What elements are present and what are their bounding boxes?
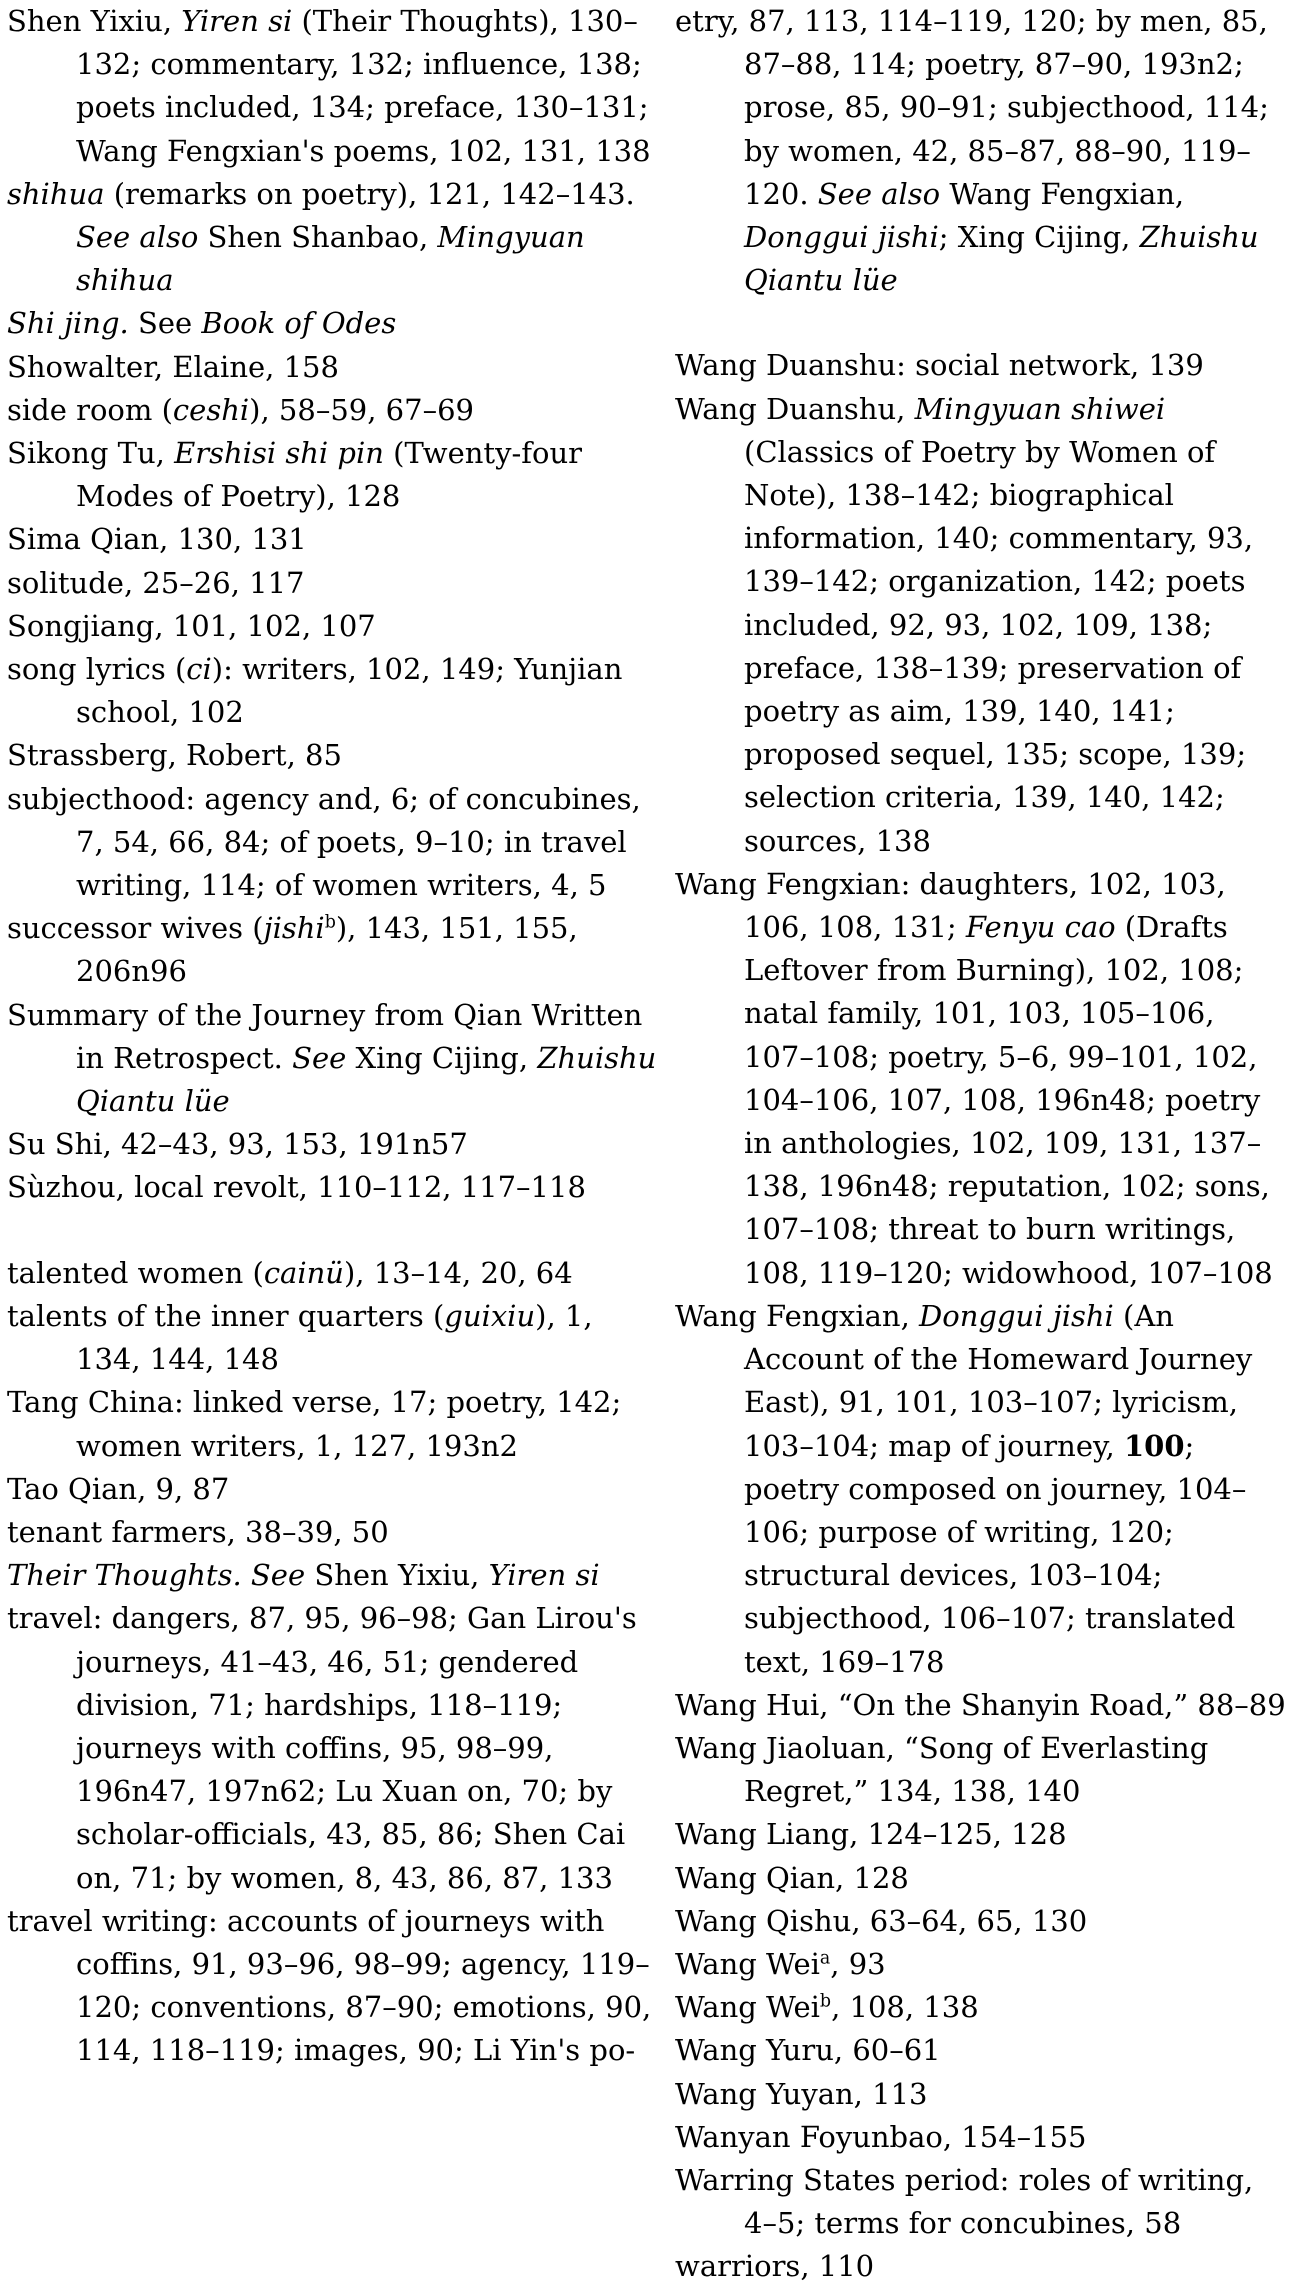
index-entry: Warring States period: roles of writing, 4–5; terms for concubines, 58 [675, 2162, 1254, 2241]
index-entry: subjecthood: agency and, 6; of concubines, 7, 54, 66, 84; of poets, 9–10; in travel writing, 114; of women writers, 4, 5 [7, 781, 641, 903]
index-entry: Sima Qian, 130, 131 [7, 522, 307, 557]
index-entry: Wang Liang, 124–125, 128 [675, 1817, 1067, 1852]
index-entry: travel writing: accounts of journeys with coffins, 91, 93–96, 98–99; agency, 119–120; conventions, 87–90; emotions, 90, 114, 118–119; images, 90; Li Yin's po- [7, 1903, 652, 2068]
index-entry: etry, 87, 113, 114–119, 120; by men, 85, 87–88, 114; poetry, 87–90, 193n2; prose, 85, 90–91; subjecthood, 114; by women, 42, 85–87, 88–90, 119–120. See also Wang Fengxian, Donggui jishi; Xing Cijing, Zhuishu Qiantu lüe [675, 4, 1269, 298]
index-entry: tenant farmers, 38–39, 50 [7, 1514, 389, 1549]
index-entry: Wang Fengxian, Donggui jishi (An Account of the Homeward Journey East), 91, 101, 103–107; lyricism, 103–104; map of journey, 100; poetry composed on journey, 104–106; purpose of writing, 120; structural devices, 103–104; subjecthood, 106–107; translated text, 169–178 [675, 1298, 1253, 1679]
index-entry: Wang Jiaoluan, “Song of Everlasting Regret,” 134, 138, 140 [675, 1730, 1209, 1809]
index-entry: Wang Duanshu, Mingyuan shiwei (Classics of Poetry by Women of Note), 138–142; biographical information, 140; commentary, 93, 139–142; organization, 142; poets included, 92, 93, 102, 109, 138; preface, 138–139; preservation of poetry as aim, 139, 140, 141; proposed sequel, 135; scope, 139; selection criteria, 139, 140, 142; sources, 138 [675, 391, 1254, 858]
index-entry: song lyrics (ci): writers, 102, 149; Yunjian school, 102 [7, 652, 623, 730]
index-column-right [675, 0, 1287, 2289]
index-entry: Tang China: linked verse, 17; poetry, 142; women writers, 1, 127, 193n2 [7, 1385, 622, 1463]
index-entry: Wang Wei$^b$, 108, 138 [675, 1990, 979, 2025]
index-entry: Wang Wei$^a$, 93 [675, 1946, 886, 1981]
index-entry: Wang Qian, 128 [675, 1860, 909, 1895]
index-section-gap [675, 302, 1287, 344]
index-entry: Wanyan Foyunbao, 154–155 [675, 2119, 1087, 2154]
index-entry: Wang Fengxian: daughters, 102, 103, 106, 108, 131; Fenyu cao (Drafts Leftover from Burning), 102, 108; natal family, 101, 103, 105–106, 107–108; poetry, 5–6, 99–101, 102, 104–106, 107, 108, 196n48; poetry in anthologies, 102, 109, 131, 137–138, 196n48; reputation, 102; sons, 107–108; threat to burn writings, 108, 119–120; widowhood, 107–108 [675, 866, 1273, 1290]
index-entry: solitude, 25–26, 117 [7, 565, 305, 600]
index-entry: Wang Qishu, 63–64, 65, 130 [675, 1903, 1088, 1938]
index-entry: Wang Hui, “On the Shanyin Road,” 88–89 [675, 1687, 1286, 1722]
index-entry: shihua (remarks on poetry), 121, 142–143. See also Shen Shanbao, Mingyuan shihua [7, 176, 635, 298]
index-entry: Summary of the Journey from Qian Written in Retrospect. See Xing Cijing, Zhuishu Qiantu lüe [7, 997, 657, 1119]
index-entry: Sùzhou, local revolt, 110–112, 117–118 [7, 1170, 586, 1205]
index-entry: Shi jing. See Book of Odes [7, 306, 397, 341]
index-entry: talented women (cainü), 13–14, 20, 64 [7, 1255, 573, 1290]
index-entry: Showalter, Elaine, 158 [7, 349, 339, 384]
index-entry: Wang Yuyan, 113 [675, 2076, 928, 2111]
index-entry: Sikong Tu, Ershisi shi pin (Twenty-four Modes of Poetry), 128 [7, 436, 582, 514]
index-section-gap [7, 1210, 662, 1252]
index-entry: Songjiang, 101, 102, 107 [7, 608, 376, 643]
index-entry: side room (ceshi), 58–59, 67–69 [7, 392, 474, 427]
index-entry: Their Thoughts. See Shen Yixiu, Yiren si [7, 1558, 600, 1593]
index-entry: successor wives (jishi$^b$), 143, 151, 155, 206n96 [7, 911, 578, 989]
index-entry: Shen Yixiu, Yiren si (Their Thoughts), 130–132; commentary, 132; influence, 138; poets included, 134; preface, 130–131; Wang Fengxian's poems, 102, 131, 138 [7, 4, 651, 168]
index-entry: travel: dangers, 87, 95, 96–98; Gan Lirou's journeys, 41–43, 46, 51; gendered division, 71; hardships, 118–119; journeys with coffins, 95, 98–99, 196n47, 197n62; Lu Xuan on, 70; by scholar-officials, 43, 85, 86; Shen Cai on, 71; by women, 8, 43, 86, 87, 133 [7, 1601, 637, 1895]
index-entry: talents of the inner quarters (guixiu), 1, 134, 144, 148 [7, 1298, 593, 1377]
index-entry: warriors, 110 [675, 2249, 875, 2284]
index-entry: Tao Qian, 9, 87 [7, 1471, 230, 1506]
index-column-left [7, 0, 662, 2073]
index-entry: Su Shi, 42–43, 93, 153, 191n57 [7, 1127, 468, 1162]
index-entry: Wang Yuru, 60–61 [675, 2033, 941, 2068]
index-entry: Wang Duanshu: social network, 139 [675, 348, 1204, 383]
index-entry: Strassberg, Robert, 85 [7, 738, 342, 773]
